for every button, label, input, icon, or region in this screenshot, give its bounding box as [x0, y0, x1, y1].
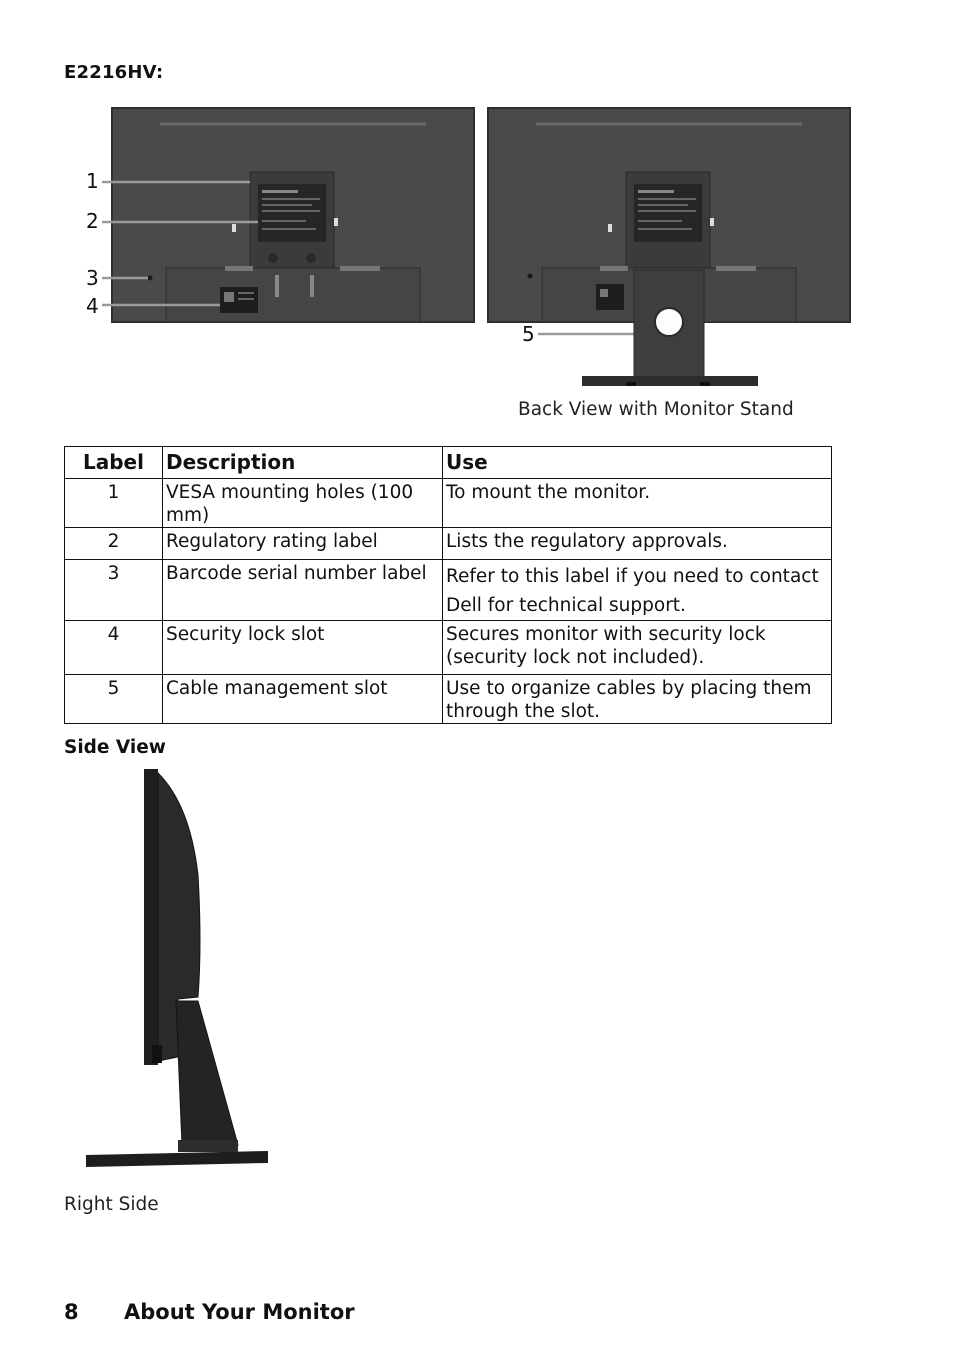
cell-description: VESA mounting holes (100 mm) — [163, 479, 443, 528]
table-row — [65, 479, 832, 528]
cell-use: To mount the monitor. — [443, 479, 832, 528]
callout-5: 5 — [522, 322, 535, 346]
cell-label: 5 — [65, 675, 163, 724]
cell-description: Cable management slot — [163, 675, 443, 724]
back-view-caption: Back View with Monitor Stand — [518, 399, 794, 420]
cell-use: Refer to this label if you need to contact Dell for technical support. — [443, 560, 832, 621]
cell-use: Lists the regulatory approvals. — [443, 528, 832, 560]
model-heading: E2216HV: — [64, 62, 164, 83]
side-view-caption: Right Side — [64, 1194, 159, 1215]
page-number: 8 — [64, 1300, 79, 1324]
cell-description: Security lock slot — [163, 621, 443, 675]
table-header-row — [65, 447, 832, 479]
cell-label: 1 — [65, 479, 163, 528]
callout-3: 3 — [86, 266, 99, 290]
table-row — [65, 621, 832, 675]
side-view-heading: Side View — [64, 737, 166, 758]
monitor-back-with-stand — [488, 108, 850, 386]
header-description: Description — [163, 447, 443, 479]
header-label: Label — [65, 447, 163, 479]
cell-label: 4 — [65, 621, 163, 675]
header-use: Use — [443, 447, 832, 479]
section-title: About Your Monitor — [124, 1300, 355, 1324]
side-view-figure — [78, 765, 278, 1175]
cell-description: Regulatory rating label — [163, 528, 443, 560]
callout-2: 2 — [86, 209, 99, 233]
cell-label: 2 — [65, 528, 163, 560]
callout-4: 4 — [86, 294, 99, 318]
cell-label: 3 — [65, 560, 163, 621]
back-view-figure — [60, 100, 860, 395]
table-row — [65, 528, 832, 560]
cell-description: Barcode serial number label — [163, 560, 443, 621]
table-row — [65, 675, 832, 724]
cell-use: Secures monitor with security lock (security lock not included). — [443, 621, 832, 675]
back-view-parts-table — [64, 446, 832, 724]
cell-use: Use to organize cables by placing them through the slot. — [443, 675, 832, 724]
monitor-back-without-stand — [112, 108, 474, 322]
callout-1: 1 — [86, 169, 99, 193]
table-row — [65, 560, 832, 621]
